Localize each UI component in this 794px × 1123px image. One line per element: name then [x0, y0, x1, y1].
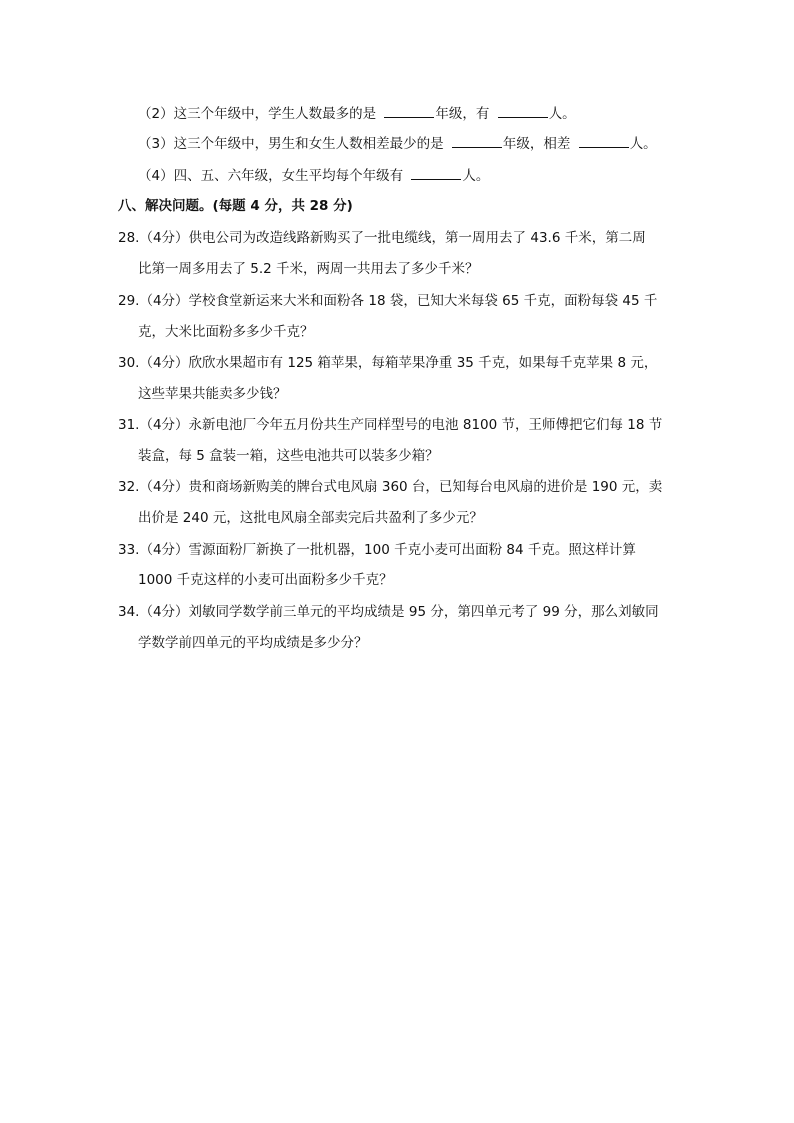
sub-question-4-text-a: （4）四、五、六年级，女生平均每个年级有 — [138, 168, 408, 184]
sub-question-2-text-a: （2）这三个年级中，学生人数最多的是 — [138, 106, 381, 122]
answer-blank[interactable] — [452, 133, 502, 148]
question-28-line-2: 比第一周多用去了 5.2 千米，两周一共用去了多少千米？ — [138, 261, 479, 277]
answer-blank[interactable] — [498, 103, 548, 118]
sub-question-3-text-c: 人。 — [629, 136, 657, 152]
question-33-line-1: 33.（4分）雪源面粉厂新换了一批机器，100 千克小麦可出面粉 84 千克。照这样计算 — [118, 542, 636, 558]
sub-question-3-text-b: 年级，相差 — [502, 136, 575, 152]
sub-question-2-text-c: 人。 — [548, 106, 576, 122]
question-32-line-1: 32.（4分）贵和商场新购美的牌台式电风扇 360 台，已知每台电风扇的进价是 190 元，卖 — [118, 479, 663, 495]
answer-blank[interactable] — [384, 103, 434, 118]
answer-blank[interactable] — [579, 133, 629, 148]
question-33-line-2: 1000 千克这样的小麦可出面粉多少千克？ — [138, 572, 393, 588]
sub-question-3 — [138, 133, 657, 154]
sub-question-3-text-a: （3）这三个年级中，男生和女生人数相差最少的是 — [138, 136, 448, 152]
question-34-line-2: 学数学前四单元的平均成绩是多少分？ — [138, 635, 368, 651]
question-29-line-2: 克，大米比面粉多多少千克？ — [138, 324, 314, 340]
question-29-line-1: 29.（4分）学校食堂新运来大米和面粉各 18 袋，已知大米每袋 65 千克，面粉每袋 45 千 — [118, 293, 658, 309]
section-heading: 八、解决问题。(每题 4 分，共 28 分) — [118, 198, 353, 214]
answer-blank[interactable] — [411, 165, 461, 180]
question-28-line-1: 28.（4分）供电公司为改造线路新购买了一批电缆线，第一周用去了 43.6 千米，第二周 — [118, 230, 646, 246]
question-31-line-2: 装盒，每 5 盒装一箱，这些电池共可以装多少箱？ — [138, 448, 439, 464]
question-30-line-1: 30.（4分）欣欣水果超市有 125 箱苹果，每箱苹果净重 35 千克，如果每千克苹果 8 元， — [118, 355, 658, 371]
sub-question-4 — [138, 165, 489, 186]
sub-question-2-text-b: 年级，有 — [435, 106, 494, 122]
question-30-line-2: 这些苹果共能卖多少钱？ — [138, 386, 287, 402]
sub-question-2 — [138, 103, 576, 124]
question-32-line-2: 出价是 240 元，这批电风扇全部卖完后共盈利了多少元？ — [138, 510, 483, 526]
question-34-line-1: 34.（4分）刘敏同学数学前三单元的平均成绩是 95 分，第四单元考了 99 分，那么刘敏同 — [118, 604, 659, 620]
question-31-line-1: 31.（4分）永新电池厂今年五月份共生产同样型号的电池 8100 节，王师傅把它们每 18 节 — [118, 417, 663, 433]
sub-question-4-text-b: 人。 — [462, 168, 490, 184]
